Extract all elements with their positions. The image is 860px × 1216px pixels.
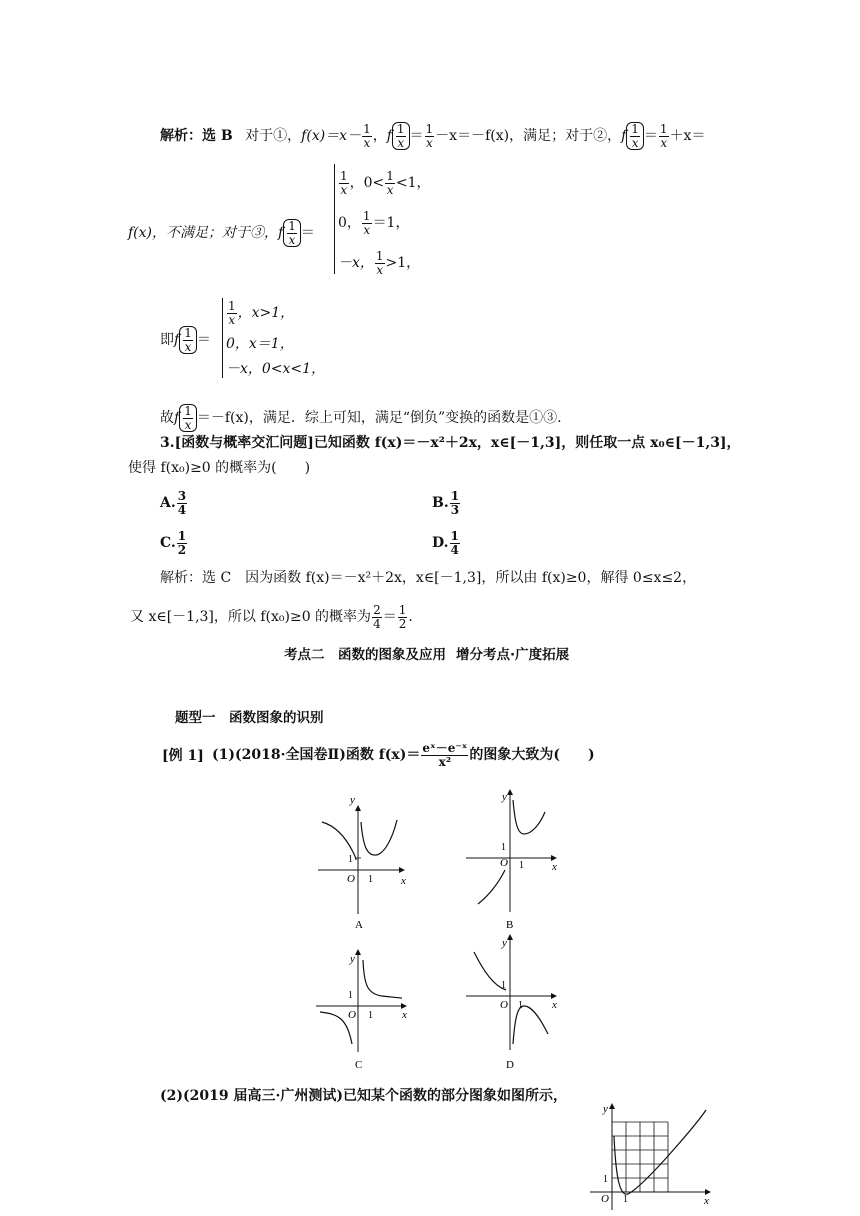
svg-text:1: 1 xyxy=(623,1194,628,1205)
paren-fraction: $\frac{1}{x}$ xyxy=(392,122,410,150)
graph-b-label: B xyxy=(506,919,514,931)
svg-text:x: x xyxy=(704,1195,709,1207)
svg-text:x: x xyxy=(552,999,557,1011)
svg-text:y: y xyxy=(603,1103,608,1115)
tick-label: 1 xyxy=(348,854,353,865)
solution-line-1: 解析：选 B 对于①，f(x)＝x－ $\frac{1}{x}$ ，f $\frac{1}{x}$ ＝ $\frac{1}{x}$ －x＝－f(x)，满足；对于②，f $\frac{1}{x}$ ＝ $\frac{1}{x}$ ＋x＝ xyxy=(160,122,706,150)
svg-text:1: 1 xyxy=(348,990,353,1001)
origin-label: O xyxy=(347,873,355,885)
graph-a-label: A xyxy=(355,919,363,931)
section-title: 考点二 函数的图象及应用 增分考点·广度拓展 xyxy=(284,647,570,663)
example-1-label: [例 1] xyxy=(162,748,204,764)
svg-text:1: 1 xyxy=(368,1010,373,1021)
svg-text:x: x xyxy=(402,1009,407,1021)
tick-label: 1 xyxy=(368,874,373,885)
option-a[interactable]: A. $\frac{3}{4}$ xyxy=(160,489,187,517)
svg-text:O: O xyxy=(500,857,508,869)
piecewise-case-3: －x， $\frac{1}{x}$ >1， xyxy=(338,249,421,277)
type-title: 题型一 函数图象的识别 xyxy=(175,710,324,726)
solution-line-4: 故f $\frac{1}{x}$ ＝－f(x)，满足．综上可知，满足“倒负”变换的函数是①③. xyxy=(160,404,562,432)
axis-x-label: x xyxy=(401,875,406,887)
solution-line-2: f(x)，不满足；对于③，f $\frac{1}{x}$ ＝ xyxy=(128,219,315,247)
axis-y-label: y xyxy=(350,794,355,806)
piecewise2-case-3: －x，0<x<1， xyxy=(226,361,326,377)
svg-text:1: 1 xyxy=(518,1000,523,1011)
svg-text:1: 1 xyxy=(519,860,524,871)
solution-line-3: 即f $\frac{1}{x}$ ＝ xyxy=(160,326,211,354)
piecewise2-case-1: $\frac{1}{x}$ ，x>1， xyxy=(228,299,295,327)
example-1-part-2: (2)(2019 届高三·广州测试)已知某个函数的部分图象如图所示， xyxy=(160,1088,567,1104)
svg-text:y: y xyxy=(350,953,355,965)
graph-a[interactable] xyxy=(318,794,406,931)
question-3-line-2: 使得 f(x₀)≥0 的概率为( ) xyxy=(128,460,311,476)
graph-b[interactable] xyxy=(466,790,557,931)
q3-solution-line-1: 解析：选 C 因为函数 f(x)＝－x²＋2x，x∈[－1,3]，所以由 f(x)≥0，解得 0≤x≤2， xyxy=(160,570,697,586)
svg-text:O: O xyxy=(500,999,508,1011)
option-c[interactable]: C. $\frac{1}{2}$ xyxy=(160,529,187,557)
question-3-line-1: 3.[函数与概率交汇问题]已知函数 f(x)＝－x²＋2x，x∈[－1,3]，则任取一点 x₀∈[－1,3]， xyxy=(160,435,741,451)
svg-text:O: O xyxy=(601,1193,609,1205)
example-1-part-1: (1)(2018·全国卷Ⅱ)函数 f(x)＝ $\frac{\text{eˣ－e⁻ˣ}}{\text{x²}}$ 的图象大致为( ) xyxy=(212,741,595,769)
svg-text:1: 1 xyxy=(603,1174,608,1185)
piecewise-case-2: 0， $\frac{1}{x}$ ＝1， xyxy=(338,209,410,237)
option-b[interactable]: B. $\frac{1}{3}$ xyxy=(432,489,460,517)
svg-text:1: 1 xyxy=(501,842,506,853)
graph-c[interactable] xyxy=(316,950,407,1071)
piecewise-case-1: $\frac{1}{x}$ ，0< $\frac{1}{x}$ <1， xyxy=(340,169,431,197)
piecewise2-case-2: 0，x＝1， xyxy=(226,336,294,352)
svg-text:y: y xyxy=(502,937,507,949)
q3-solution-line-2: 又 x∈[－1,3]，所以 f(x₀)≥0 的概率为 $\frac{2}{4}$ ＝ $\frac{1}{2}$ . xyxy=(130,603,413,631)
option-d[interactable]: D. $\frac{1}{4}$ xyxy=(432,529,459,557)
svg-text:O: O xyxy=(348,1009,356,1021)
graph-c-label: C xyxy=(355,1059,363,1071)
svg-text:1: 1 xyxy=(501,980,506,991)
svg-text:x: x xyxy=(552,861,557,873)
graph-d-label: D xyxy=(506,1059,514,1071)
svg-text:y: y xyxy=(502,791,507,803)
graph-d[interactable] xyxy=(466,935,557,1071)
fraction: $\frac{1}{x}$ xyxy=(363,122,371,150)
graph-part-2 xyxy=(590,1103,710,1210)
